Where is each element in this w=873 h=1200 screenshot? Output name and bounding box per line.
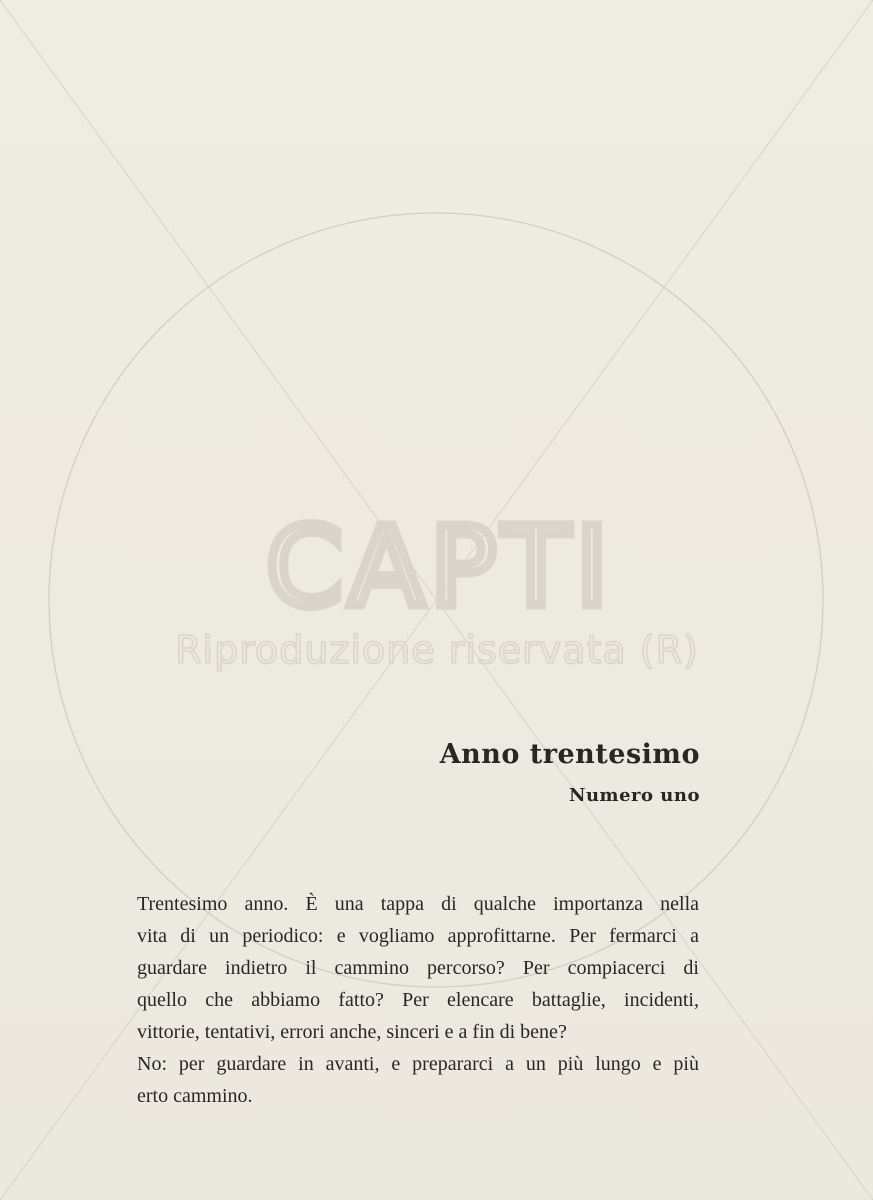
article-title: Anno trentesimo (439, 739, 700, 770)
article-body (137, 888, 699, 1112)
body-line: Trentesimo anno. È una tappa di qualche importanza nella (137, 893, 699, 915)
body-line: vita di un periodico: e vogliamo approfittarne. Per fermarci a (137, 925, 699, 947)
body-line: guardare indietro il cammino percorso? Per compiacerci di (137, 957, 699, 979)
body-line: No: per guardare in avanti, e prepararci a un più lungo e più (137, 1053, 699, 1075)
article-subtitle: Numero uno (569, 785, 700, 806)
article-heading (440, 733, 700, 811)
watermark-tagline: Riproduzione riservata (R) (175, 628, 699, 672)
watermark-brand: CAPTI (265, 503, 615, 631)
body-line: quello che abbiamo fatto? Per elencare battaglie, incidenti, (137, 989, 699, 1011)
body-line: erto cammino. (137, 1085, 253, 1107)
body-line: vittorie, tentativi, errori anche, sinceri e a fin di bene? (137, 1021, 567, 1043)
